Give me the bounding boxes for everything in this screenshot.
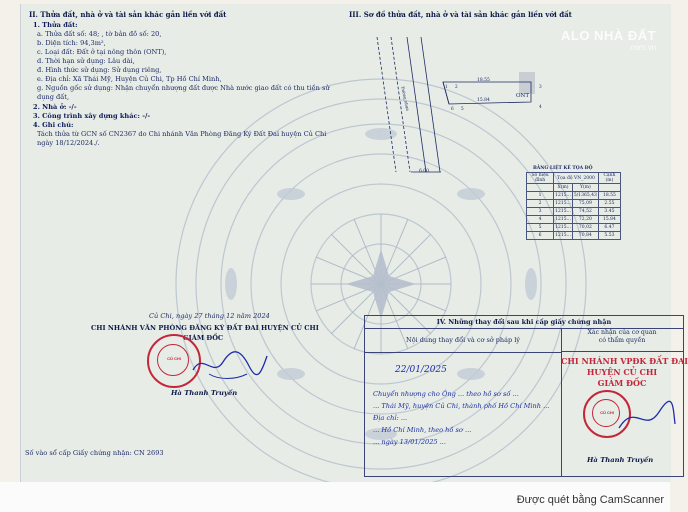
scanner-note: Được quét bằng CamScanner: [516, 494, 664, 506]
table-row: 1 1215... 5/1365,43 18.55: [527, 192, 621, 200]
coord-table-title: BẢNG LIỆT KÊ TỌA ĐỘ: [533, 166, 593, 171]
authority-header-line-2: có thẩm quyền: [598, 337, 646, 344]
certificate-sheet: [20, 4, 688, 482]
land-parcel-heading: 1. Thửa đất:: [33, 21, 78, 29]
change-line-2: ... Thái Mỹ, huyện Củ Chi, thành phố Hồ Chí Minh ...: [373, 402, 550, 410]
table-header-cell: Số hiệu đỉnh: [527, 173, 554, 184]
table-row: 4 1215... 72,20 15.84: [527, 216, 621, 224]
table-header-cell: Cạnh (m): [598, 173, 620, 184]
change-date: 22/01/2025: [395, 365, 447, 375]
table-header-cell: Tọa độ VN_2000: [554, 173, 599, 184]
official-seal-icon: CỦ CHI: [147, 334, 201, 388]
corner-4: 4: [539, 104, 542, 109]
signature-icon: [189, 344, 269, 384]
usage-origin-cont: dụng đất,: [37, 93, 70, 101]
parcel-area: b. Diện tích: 94,3m²,: [37, 39, 106, 47]
parcel-number: a. Thửa đất số: 48; , tờ bản đồ số: 20,: [37, 30, 162, 38]
register-number: Số vào sổ cấp Giấy chứng nhận: CN 2693: [25, 449, 164, 457]
corner-1: 1: [445, 84, 448, 89]
table-sub-cell: [527, 184, 554, 192]
issuing-office: CHI NHÁNH VĂN PHÒNG ĐĂNG KÝ ĐẤT ĐAI HUYỆN CỦ CHI: [91, 324, 319, 332]
change-signer-name: Hà Thanh Truyền: [587, 456, 654, 464]
section-iii-title: III. Sơ đồ thửa đất, nhà ở và tài sản khác gắn liền với đất: [349, 10, 572, 19]
note-heading: 4. Ghi chú:: [33, 121, 74, 129]
authority-header-line-1: Xác nhận của cơ quan: [587, 329, 657, 336]
land-code-label: ONT: [516, 93, 529, 99]
change-signature-icon: [615, 398, 679, 438]
note-line-2: ngày 18/12/2024./.: [37, 139, 100, 147]
logo-line-1: ALO NHÀ ĐẤT: [561, 28, 657, 43]
section-iv-table: [364, 315, 688, 477]
stamp-office-text: CHI NHÁNH VPĐK ĐẤT ĐAI: [561, 356, 688, 366]
usage-origin: g. Nguồn gốc sử dụng: Nhận chuyển nhượng đất được Nhà nước giao đất có thu tiền sử: [37, 84, 330, 92]
change-line-5: ... ngày 13/01/2025 ...: [373, 438, 446, 446]
table-row: 2 1215... 75,09 2.55: [527, 200, 621, 208]
change-seal-icon: CỦ CHI: [583, 390, 631, 438]
section-ii-title: II. Thửa đất, nhà ở và tài sản khác gắn liền với đất: [29, 10, 227, 19]
stamp-director-text: GIÁM ĐỐC: [597, 378, 647, 388]
table-row: 5 1215... 70,02 6.47: [527, 224, 621, 232]
land-type: c. Loại đất: Đất ở tại nông thôn (ONT),: [37, 48, 167, 56]
usage-term: d. Thời hạn sử dụng: Lâu dài,: [37, 57, 135, 65]
stamp-district-text: HUYỆN CỦ CHI: [586, 367, 658, 377]
change-line-3: Địa chỉ: ...: [373, 414, 408, 422]
note-line-1: Tách thửa từ GCN số CN2367 do Chi nhánh Văn Phòng Đăng Ký Đất Đai huyện Củ Chi: [37, 130, 327, 138]
table-row: 6 1215... 70,84 5.53: [527, 232, 621, 240]
director-title: GIÁM ĐỐC: [183, 334, 224, 342]
table-sub-cell: Y(m): [572, 184, 598, 192]
section-iv-title: IV. Những thay đổi sau khi cấp giấy chứng nhận: [365, 316, 683, 329]
table-row: 3 1215... 74,52 3.45: [527, 208, 621, 216]
authority-header: [561, 328, 683, 352]
change-line-4: ... Hồ Chí Minh, theo hồ sơ ...: [373, 426, 472, 434]
corner-6: 6: [451, 106, 454, 111]
change-line-1: Chuyển nhượng cho Ông ... theo hồ sơ số ...: [373, 390, 519, 398]
usage-form: đ. Hình thức sử dụng: Sử dụng riêng,: [37, 66, 162, 74]
road-label: Đường nhựa: [400, 85, 411, 112]
signer-name: Hà Thanh Truyền: [171, 389, 238, 397]
change-content-header: Nội dung thay đổi và cơ sở pháp lý: [365, 328, 562, 353]
watermark-logo: [561, 28, 656, 52]
dim-bottom-label: 6.00: [419, 169, 430, 174]
dim-mid-label: 15.84: [477, 98, 490, 103]
corner-5: 5: [461, 106, 464, 111]
corner-2: 2: [455, 84, 458, 89]
logo-line-2: .com.vn: [628, 43, 657, 52]
other-construction-heading: 3. Công trình xây dựng khác: -/-: [33, 112, 151, 120]
parcel-address: e. Địa chỉ: Xã Thái Mỹ, Huyện Củ Chi, Tp Hồ Chí Minh,: [37, 75, 222, 83]
table-sub-cell: X(m): [554, 184, 573, 192]
corner-3: 3: [539, 84, 542, 89]
place-date: Củ Chi, ngày 27 tháng 12 năm 2024: [149, 312, 270, 320]
house-heading: 2. Nhà ở: -/-: [33, 103, 77, 111]
table-sub-cell: [598, 184, 620, 192]
dim-top-label: 18.55: [477, 78, 490, 83]
coordinate-table: [526, 172, 621, 240]
